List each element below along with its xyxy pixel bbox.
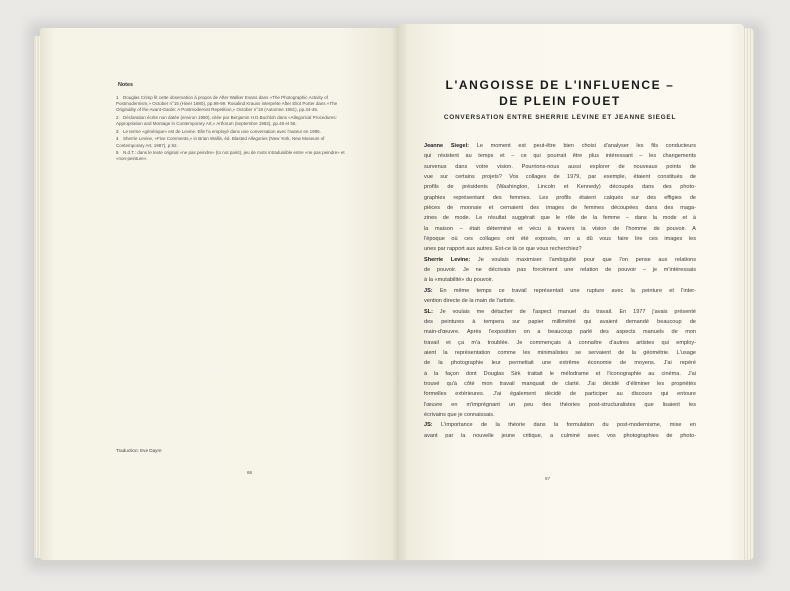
note-number: 1 [116, 95, 119, 100]
body-line [424, 255, 696, 265]
note-number: 5 [116, 150, 119, 156]
body-line [424, 389, 696, 399]
line-text: unes par rapport aux autres. Est-ce là ce que vous recherchiez? [424, 246, 582, 253]
body-line [424, 338, 696, 348]
body-line [424, 317, 696, 327]
body-line [424, 172, 696, 182]
line-text: vue sur certains projets? Vos collages de 1979, par exemple, étaient constitués de [424, 174, 696, 181]
body-line [424, 307, 696, 317]
notes-list [116, 95, 352, 164]
page-number-left: 66 [247, 470, 253, 475]
line-text: survenus dans votre vision. Pourrions-nous aussi explorer de nouveaux points de [424, 163, 696, 170]
article-title-line-2: DE PLEIN FOUET [499, 94, 621, 108]
note-text: N.d.T.: dans le texte original «ne pas peindre» (to not paint), jeu de mots intraduisible entre «ne pas peindre» et «non-peinture». [116, 150, 345, 162]
line-text: qui résistent au temps et – ce qui pourrait être plus intéressant – les changements [424, 153, 696, 160]
body-line [424, 286, 696, 296]
body-line [424, 400, 696, 410]
line-text: main-d'œuvre. Après l'exposition on a beaucoup parlé des aspects manuels de mon [424, 329, 696, 336]
line-text: graphies représentant des femmes. Les profils étaient calqués sur des effigies de [424, 194, 696, 201]
line-text: écrivains que je connaissais. [424, 411, 495, 418]
note-text: Douglas Crimp fit cette observation à propos de After Walker Evans dans «The Photographic Activity of Postmodernism,» October n°15 (Hiver 1980), pp.98-99. Rosalind Krauss interprète After Eliot Porter dans «The Originality of the Avant-Garde: A Postmodernist Repetition,» October n°18 (Automne 1981), pp.44-45. [116, 95, 338, 113]
line-text: Le moment est peut-être bien choisi d'analyser les fils conducteurs [469, 143, 696, 149]
line-text: à la «mutabilité» du pouvoir. [424, 277, 494, 284]
body-line [424, 151, 696, 161]
speaker-name: Sherrie Levine: [424, 256, 471, 263]
body-line [424, 379, 696, 389]
body-line [424, 234, 696, 244]
speaker-name: Jeanne Siegel: [424, 143, 470, 149]
speaker-name: JS: [424, 287, 433, 294]
note-item [116, 129, 352, 135]
line-text: aient la représentation comme les minimalistes se servaient de la géométrie. L'usage [424, 349, 696, 356]
speaker-name: JS: [424, 422, 433, 429]
note-text: Sherrie Levine, «Five Comments,» in Brian Wallis, éd. Blasted Allegories (New York, New Museum of Contemporary Art, 1987), p.92. [116, 136, 325, 148]
translator-credit: Traduction: Eve Dayre [116, 448, 162, 453]
line-text: formelles extérieures. J'ai également décidé de participer au discours qui entoure [424, 391, 696, 398]
body-line [424, 358, 696, 368]
note-number: 4 [116, 136, 119, 142]
note-text: Déclaration écrite non datée (environ 1980), citée par Benjamin H.D.Buchloh dans «Allegorical Procedures: Appropriation and Montage in Contemporary Art,» Artforum (septembre 1982), pp.48 et 55. [116, 115, 337, 127]
page-number-right: 67 [545, 476, 551, 481]
body-line [424, 141, 696, 151]
body-line [424, 327, 696, 337]
note-item [116, 150, 352, 162]
body-line [424, 420, 696, 430]
line-text: travail et ça m'a troublée. Je commençais à connaître d'autres artistes qui employ- [424, 339, 696, 346]
line-text: l'époque où ces collages ont été exposés, on a dû vous faire lire ces images les [424, 236, 696, 243]
body-line [424, 431, 696, 441]
line-text: L'importance de la théorie dans la formulation du post-modernisme, mise en [432, 422, 696, 429]
line-text: des peintures à tempera sur papier millimétré qui avaient demandé beaucoup de [424, 318, 696, 325]
note-number: 3 [116, 128, 119, 134]
article-title-line-1: L'ANGOISSE DE L'INFLUENCE – [445, 78, 675, 92]
line-text: profils de présidents (Washington, Lincoln et Kennedy) découpés dans des photo- [424, 184, 696, 191]
speaker-name: SL: [424, 308, 433, 315]
body-line [424, 193, 696, 203]
note-number: 2 [116, 115, 119, 120]
line-text: de pouvoir. Je ne décrivais pas forcément une relation de pouvoir – je m'intéressais [424, 267, 696, 274]
note-item [116, 136, 352, 148]
line-text: Je voulais maximiser l'ambiguïté pour que l'on pense aux relations [470, 256, 696, 263]
notes-heading: Notes [118, 82, 133, 88]
body-line [424, 182, 696, 192]
line-text: trouvé qu'à côté mon travail manquait de clarté. J'ai décidé d'éliminer les propriétés [424, 380, 696, 387]
line-text: l'œuvre en m'imprégnant un peu des théories post-structuralistes que lisaient les [424, 401, 696, 408]
body-line [424, 162, 696, 172]
line-text: à la façon dont Douglas Sirk traitait le mélodrame et l'iconographie au cinéma. J'ai [424, 370, 696, 377]
body-line [424, 213, 696, 223]
body-line [424, 369, 696, 379]
note-item [116, 115, 352, 127]
body-line [424, 296, 696, 306]
body-line [424, 203, 696, 213]
body-line [424, 265, 696, 275]
right-page-edges [742, 28, 754, 560]
line-text: avant par la nouvelle jeune critique, a culminé avec vos photographies de photo- [424, 432, 696, 439]
article-subtitle: CONVERSATION ENTRE SHERRIE LEVINE ET JEANNE SIEGEL [443, 114, 677, 121]
interview-body [424, 141, 696, 441]
body-line [424, 275, 696, 285]
line-text: zines de mode. Le résultat suggérait que le rôle de la femme – dans la mode et à [424, 215, 696, 222]
line-text: pièces de monnaie et cernaient des images de femmes découpées dans des maga- [424, 205, 696, 212]
note-text: Le terme «générique» est de Levine. Elle l'a employé dans une conversation avec l'auteur en 1985. [123, 128, 321, 134]
body-line [424, 224, 696, 234]
line-text: En même temps ce travail représentait une rupture avec la peinture et l'inter- [432, 287, 696, 294]
body-line [424, 348, 696, 358]
body-line [424, 410, 696, 420]
line-text: la maison – était déterminé et vécu à travers la vision de l'homme de pouvoir. A [424, 225, 696, 232]
body-line [424, 244, 696, 254]
line-text: Je voulais me détacher de l'aspect manuel du travail. En 1977 j'avais présenté [432, 308, 696, 315]
note-item [116, 95, 352, 114]
line-text: de la photographie leur permettait une extrême économie de moyens. J'ai repéré [424, 360, 696, 367]
line-text: vention directe de la main de l'artiste. [424, 298, 516, 305]
